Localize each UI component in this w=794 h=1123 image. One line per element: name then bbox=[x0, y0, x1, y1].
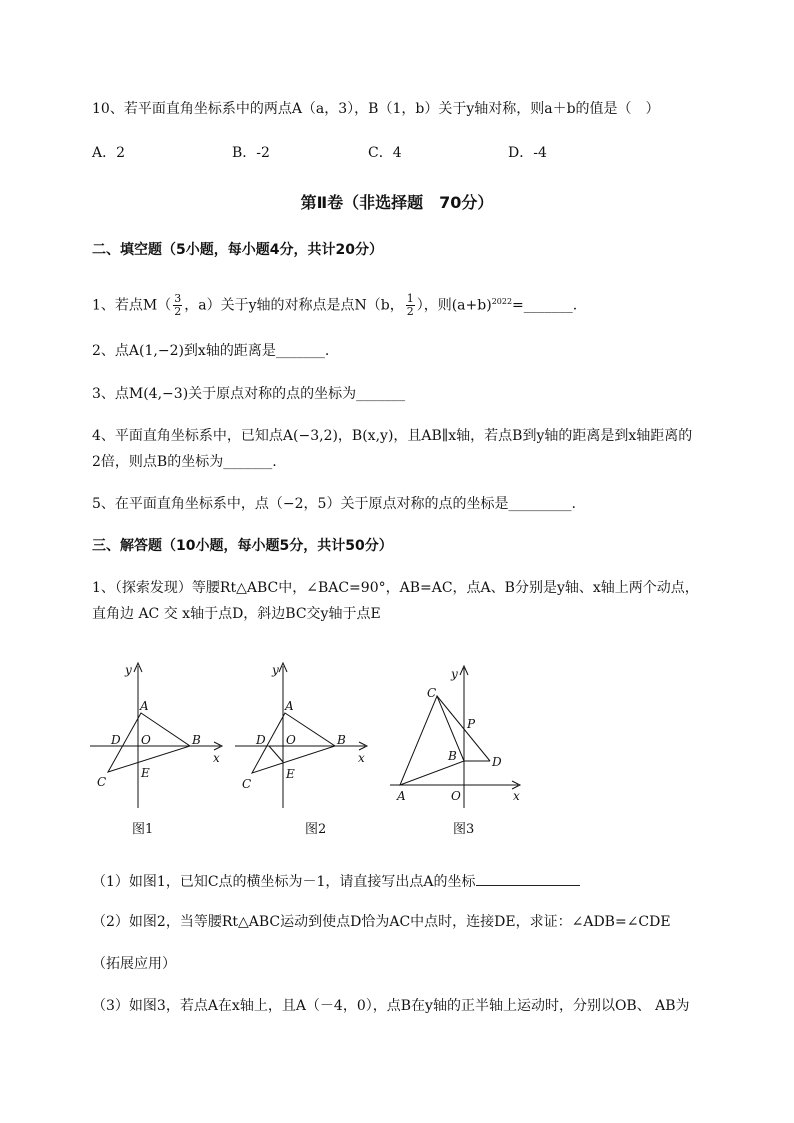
fig2-label-d: D bbox=[256, 733, 266, 747]
figure-2 bbox=[230, 658, 375, 813]
fill-q1-part-c: ），则(a+b) bbox=[416, 297, 492, 314]
fill-question-5: 5、在平面直角坐标系中，点（−2，5）关于原点对称的点的坐标是_________. bbox=[92, 496, 576, 512]
fig2-label-e: E bbox=[286, 767, 295, 781]
fill-question-1 bbox=[92, 288, 577, 320]
fill-q1-part-a: 1、若点M（ bbox=[92, 297, 172, 314]
fig2-label-a: A bbox=[285, 699, 294, 713]
fraction-numerator: 3 bbox=[174, 292, 182, 306]
part2-title: 第Ⅱ卷（非选择题 70分） bbox=[300, 193, 494, 212]
question-10-options bbox=[92, 142, 692, 162]
fig1-label-e: E bbox=[141, 766, 150, 780]
fraction-denominator: 2 bbox=[174, 305, 182, 319]
solve-question-1-line1: 1、（探索发现）等腰Rt△ABC中，∠BAC=90°，AB=AC，点A、B分别是y轴、x轴上两个动点， bbox=[92, 580, 699, 596]
fig2-label-y: y bbox=[272, 663, 279, 677]
answer-blank bbox=[476, 871, 580, 886]
solve-heading: 三、解答题（10小题，每小题5分，共计50分） bbox=[92, 538, 393, 554]
fig3-label-d: D bbox=[492, 755, 502, 769]
fig3-label-p: P bbox=[467, 717, 476, 731]
fill-question-3: 3、点M(4,−3)关于原点对称的点的坐标为_______ bbox=[92, 386, 406, 402]
fig1-label-y: y bbox=[125, 663, 132, 677]
fig1-label-c: C bbox=[97, 775, 107, 789]
extend-heading: （拓展应用） bbox=[92, 956, 176, 972]
figure-2-caption: 图2 bbox=[305, 822, 327, 837]
fill-q1-part-b: ，a）关于y轴的对称点是点N（b， bbox=[184, 297, 404, 314]
figure-1-caption: 图1 bbox=[132, 822, 154, 837]
fig1-label-a: A bbox=[140, 699, 149, 713]
fig3-label-x: x bbox=[513, 789, 520, 803]
fig2-label-b: B bbox=[337, 733, 346, 747]
solve-question-1-line2: 直角边 AC 交 x轴于点D，斜边BC交y轴于点E bbox=[92, 606, 381, 622]
fraction-1-2 bbox=[406, 293, 415, 318]
sub-question-1-text: （1）如图1，已知C点的横坐标为－1，请直接写出点A的坐标 bbox=[92, 874, 476, 890]
fig2-label-x: x bbox=[358, 751, 365, 765]
fig1-label-o: O bbox=[141, 733, 151, 747]
figure-3 bbox=[385, 658, 530, 813]
fig3-label-b: B bbox=[448, 749, 457, 763]
figure-3-caption: 图3 bbox=[453, 822, 475, 837]
exponent: 2022 bbox=[491, 297, 513, 306]
fill-question-4-line2: 2倍，则点B的坐标为_______. bbox=[92, 454, 277, 470]
fill-question-4-line1: 4、平面直角坐标系中，已知点A(−3,2)，B(x,y)，且AB∥x轴，若点B到y轴的距离是到x轴距离的 bbox=[92, 428, 693, 444]
option-d: D．-4 bbox=[508, 145, 547, 161]
option-c: C．4 bbox=[368, 145, 402, 161]
fig3-label-c: C bbox=[427, 686, 437, 700]
sub-question-2: （2）如图2，当等腰Rt△ABC运动到使点D恰为AC中点时，连接DE，求证：∠ADB=∠CDE bbox=[92, 914, 671, 930]
fig1-label-b: B bbox=[192, 733, 201, 747]
fig2-label-o: O bbox=[286, 733, 296, 747]
fig3-label-o: O bbox=[451, 789, 461, 803]
sub-question-1 bbox=[92, 871, 580, 892]
fill-question-2: 2、点A(1,−2)到x轴的距离是_______. bbox=[92, 343, 330, 359]
fig2-label-c: C bbox=[242, 777, 252, 791]
figure-1 bbox=[85, 658, 230, 813]
question-10: 10、若平面直角坐标系中的两点A（a，3），B（1，b）关于y轴对称，则a＋b的值是（ ） bbox=[92, 101, 660, 117]
fraction-denominator: 2 bbox=[406, 305, 414, 319]
option-b: B．-2 bbox=[232, 145, 270, 161]
fill-q1-part-d: =_______. bbox=[512, 297, 578, 314]
fraction-numerator: 1 bbox=[406, 292, 414, 306]
option-a: A．2 bbox=[92, 145, 126, 161]
fig1-label-d: D bbox=[111, 733, 121, 747]
fig3-label-y: y bbox=[451, 667, 458, 681]
fig3-label-a: A bbox=[397, 789, 406, 803]
fig1-label-x: x bbox=[213, 751, 220, 765]
fraction-3-2 bbox=[173, 293, 182, 318]
sub-question-3: （3）如图3，若点A在x轴上，且A（－4，0），点B在y轴的正半轴上运动时，分别以OB、 AB为 bbox=[92, 998, 690, 1014]
fill-heading: 二、填空题（5小题，每小题4分，共计20分） bbox=[92, 242, 383, 258]
